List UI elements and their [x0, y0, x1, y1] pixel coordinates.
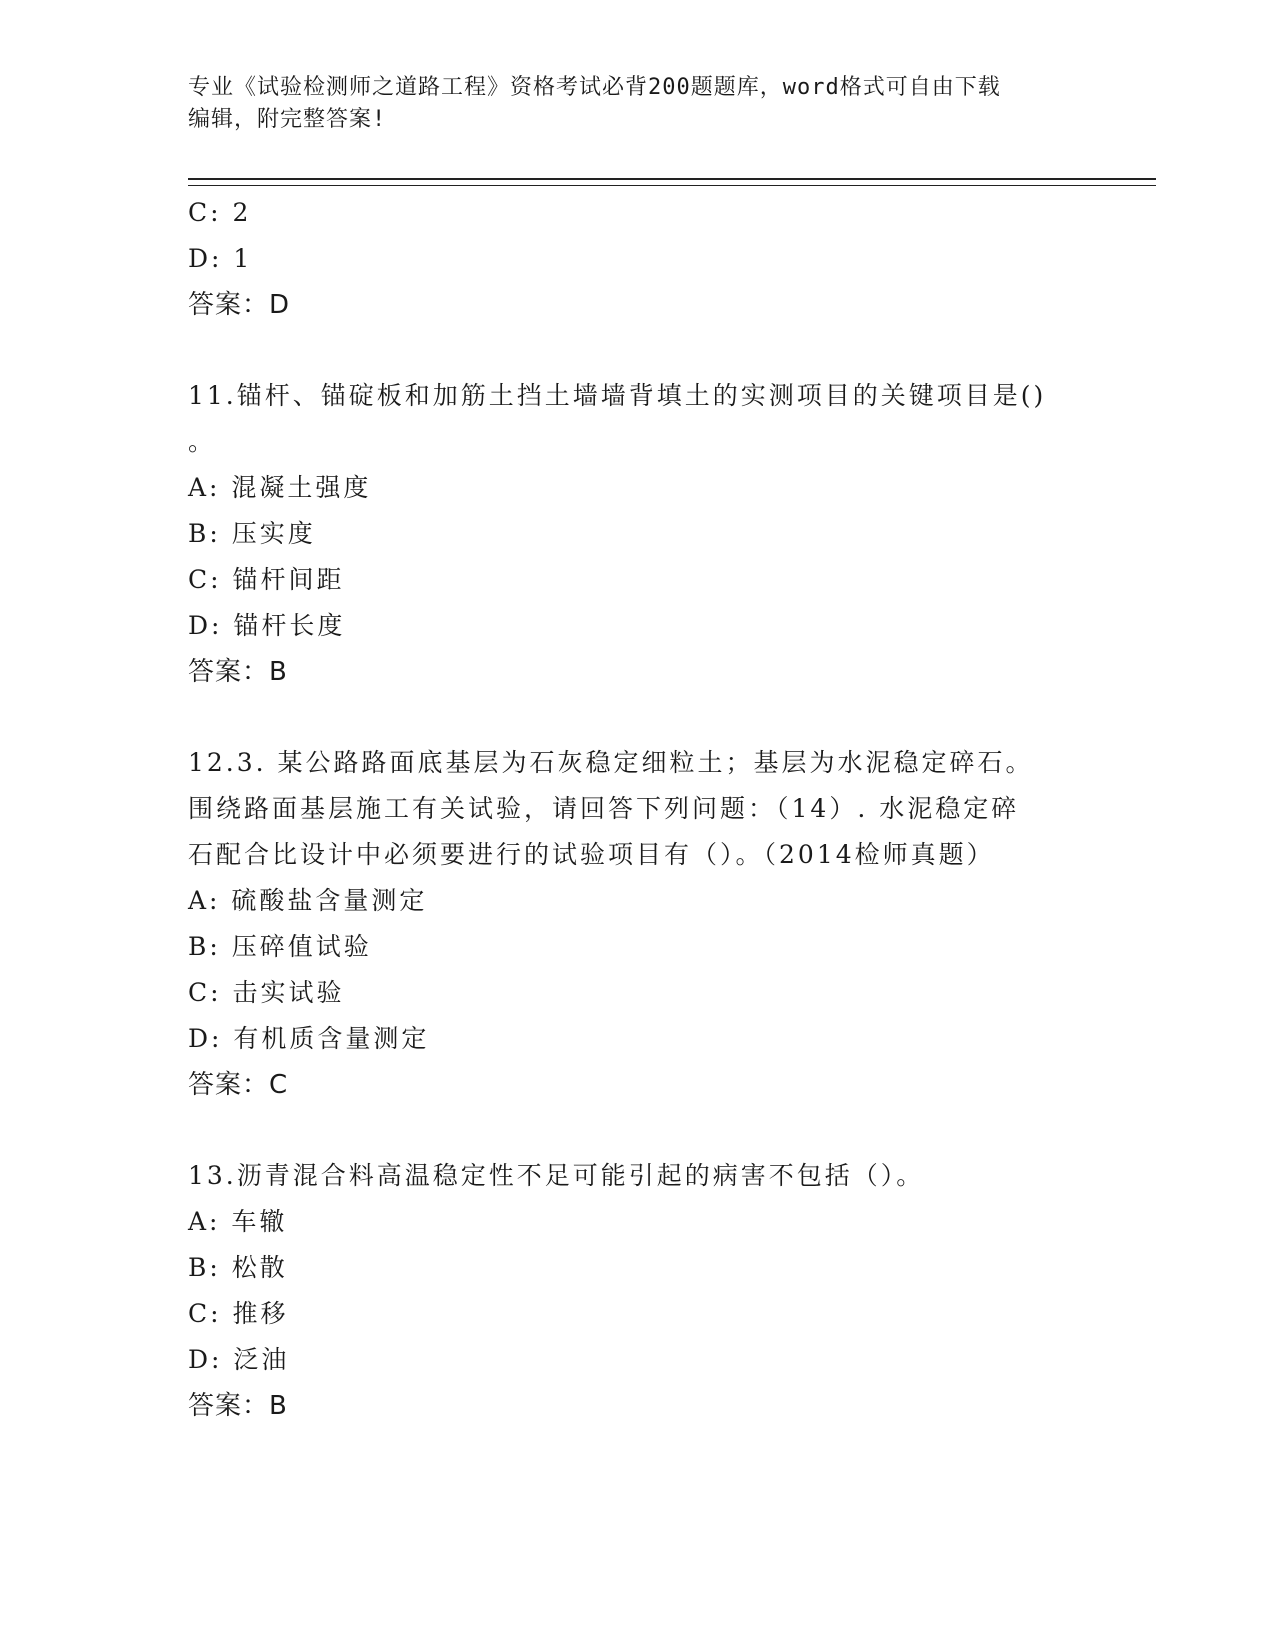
question-stem: 13.沥青混合料高温稳定性不足可能引起的病害不包括（）。 [188, 1161, 925, 1190]
option-d: D: 泛油 [188, 1345, 290, 1374]
answer-line: 答案：B [188, 657, 288, 687]
option-b: B: 压实度 [188, 519, 316, 548]
header-divider [188, 178, 1156, 186]
page-header [188, 72, 1068, 136]
option-a: A: 混凝土强度 [188, 473, 372, 502]
answer-line: 答案：B [188, 1391, 288, 1421]
answer-line: 答案：D [188, 290, 291, 320]
option-d: D: 锚杆长度 [188, 611, 346, 640]
spacer [188, 695, 1088, 740]
option-c: C: 2 [188, 198, 252, 227]
question-stem-continued: 。 [188, 427, 217, 456]
question-stem-continued: 石配合比设计中必须要进行的试验项目有（）。（2014检师真题） [188, 840, 995, 869]
header-title-line2: 编辑，附完整答案! [188, 107, 387, 132]
question-12 [188, 740, 1088, 1108]
option-c: C: 推移 [188, 1299, 289, 1328]
option-a: A: 硫酸盐含量测定 [188, 886, 428, 915]
header-title-line1: 专业《试验检测师之道路工程》资格考试必背200题题库，word格式可自由下载 [188, 75, 1001, 100]
option-b: B: 松散 [188, 1253, 288, 1282]
question-10-tail [188, 190, 1088, 328]
question-13 [188, 1153, 1088, 1429]
option-c: C: 锚杆间距 [188, 565, 345, 594]
option-a: A: 车辙 [188, 1207, 288, 1236]
option-d: D: 有机质含量测定 [188, 1024, 430, 1053]
question-list [188, 190, 1088, 1429]
option-b: B: 压碎值试验 [188, 932, 372, 961]
question-stem: 11.锚杆、锚碇板和加筋土挡土墙墙背填土的实测项目的关键项目是() [188, 381, 1047, 410]
spacer [188, 1108, 1088, 1153]
answer-line: 答案：C [188, 1070, 289, 1100]
question-stem: 12.3. 某公路路面底基层为石灰稳定细粒土；基层为水泥稳定碎石。 [188, 748, 1034, 777]
question-11 [188, 373, 1088, 695]
question-stem-continued: 围绕路面基层施工有关试验，请回答下列问题：（14）. 水泥稳定碎 [188, 794, 1020, 823]
option-d: D: 1 [188, 244, 253, 273]
option-c: C: 击实试验 [188, 978, 345, 1007]
spacer [188, 328, 1088, 373]
